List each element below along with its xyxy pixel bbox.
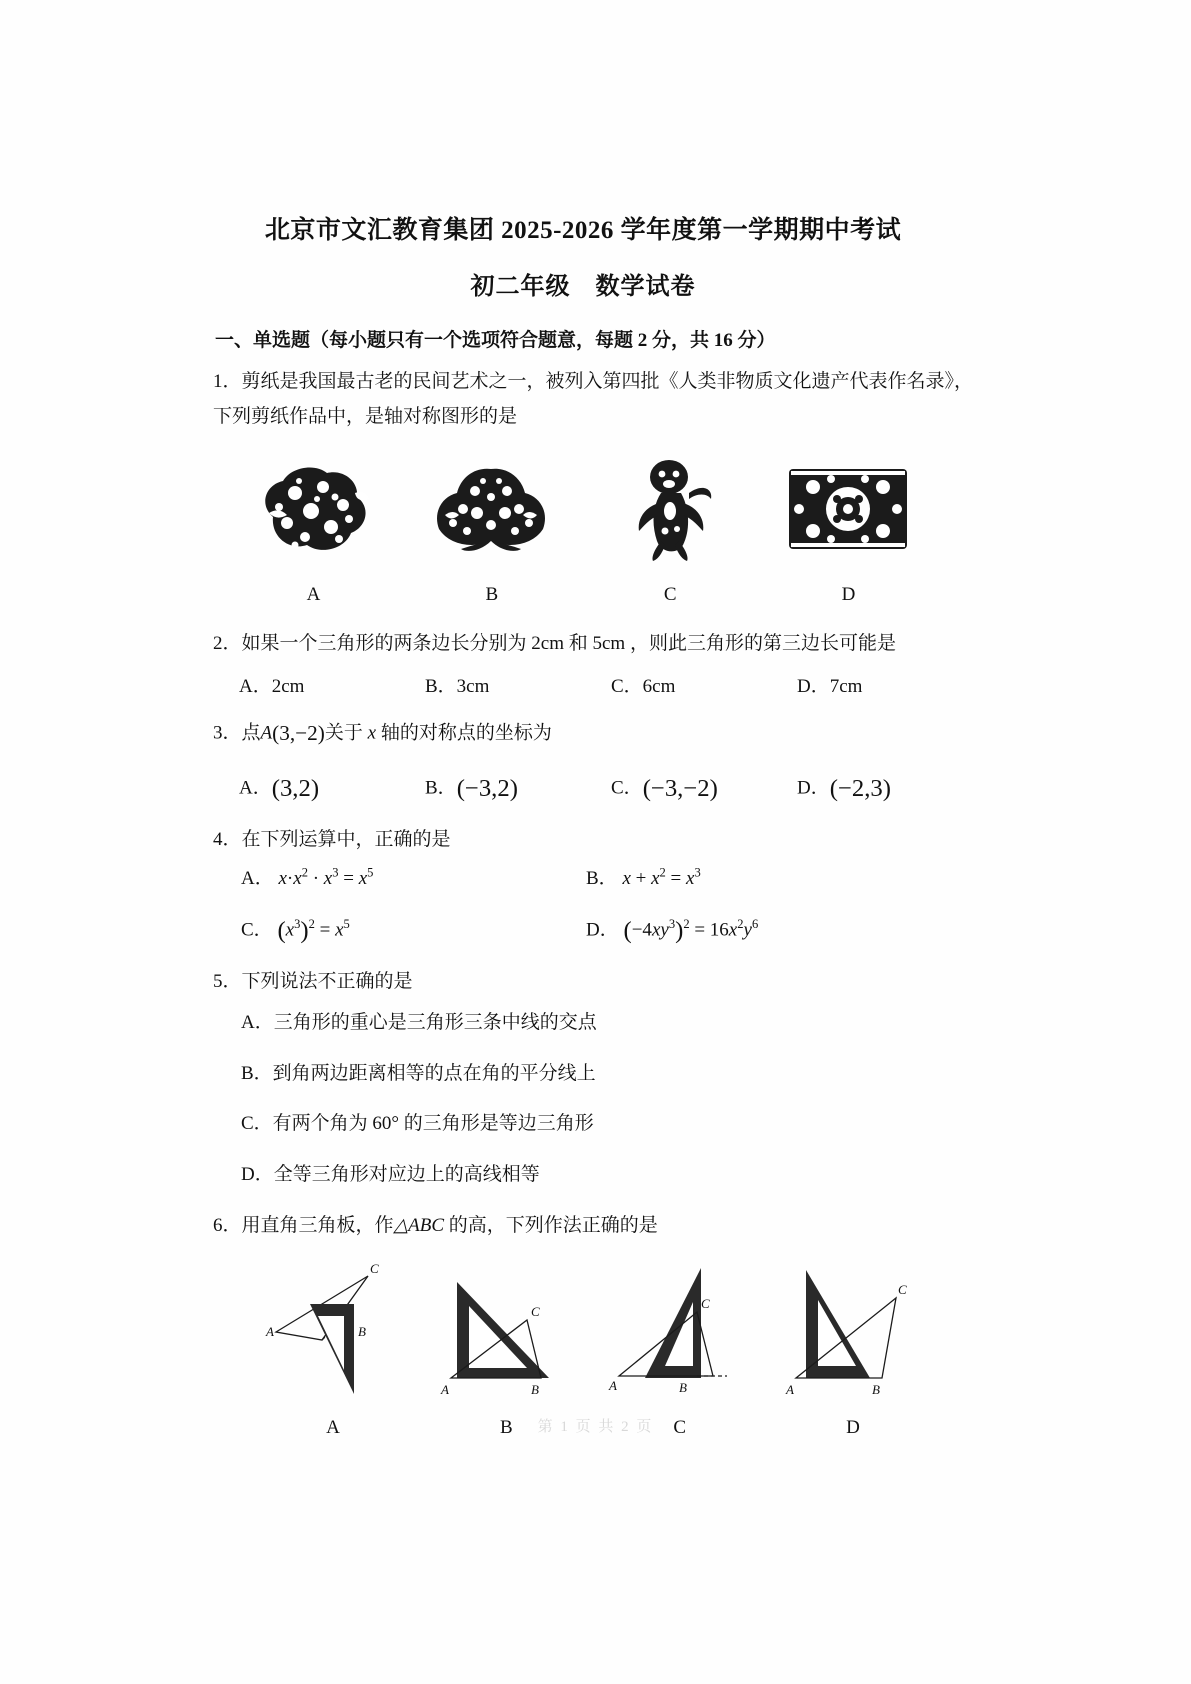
question-5-option-a[interactable]: A．三角形的重心是三角形三条中线的交点: [241, 1011, 597, 1033]
question-1-label-d: D: [841, 584, 856, 606]
question-3-option-d[interactable]: [797, 768, 891, 810]
question-6-label-d: D: [846, 1417, 860, 1439]
page-subtitle: 初二年级 数学试卷: [470, 274, 696, 300]
papercut-pattern-b-icon: [409, 447, 574, 565]
question-6: [213, 1210, 953, 1445]
question-3-option-c[interactable]: [611, 768, 797, 810]
question-3-option-a[interactable]: [239, 768, 425, 810]
svg-text:C: C: [700, 1296, 710, 1312]
question-6-stem: [213, 1210, 953, 1243]
question-3-letter-a: A．: [239, 777, 272, 799]
question-3-value-b: (−3,2): [456, 774, 518, 802]
question-1-option-c[interactable]: [588, 447, 753, 612]
question-1-label-b: B: [485, 584, 499, 606]
question-4-options-row-1: [241, 863, 953, 896]
svg-text:C: C: [370, 1261, 379, 1277]
svg-text:B: B: [531, 1382, 540, 1398]
question-3-number: 3．: [213, 723, 242, 745]
question-4-option-c[interactable]: C． $(x^3)^2 = x^5$: [241, 916, 350, 944]
question-3-text-mid: 关于: [324, 723, 363, 745]
question-2-number: 2．: [213, 633, 242, 655]
question-1-stem-line2: 下列剪纸作品中，是轴对称图形的是: [213, 405, 518, 427]
question-5-option-d[interactable]: D．全等三角形对应边上的高线相等: [241, 1163, 540, 1185]
question-2: [213, 628, 953, 703]
svg-text:B: B: [678, 1380, 687, 1396]
question-2-option-b[interactable]: B．3cm: [425, 675, 490, 697]
question-3-point-label: A: [260, 723, 273, 745]
question-3-option-b[interactable]: [425, 768, 611, 810]
svg-text:A: A: [608, 1378, 617, 1394]
exam-sheet: [213, 210, 974, 1451]
question-5: [213, 966, 953, 1191]
question-6-triangle-label: △ABC: [393, 1214, 445, 1236]
triangle-ruler-diagram-b-icon: [426, 1252, 586, 1402]
question-1-label-a: A: [306, 584, 321, 606]
question-1-text-line1: 剪纸是我国最古老的民间艺术之一，被列入第四批《人类非物质文化遗产代表作名录》，: [241, 371, 974, 392]
question-6-label-c: C: [673, 1417, 686, 1439]
question-4-option-a[interactable]: A． $x\cdot x^2 \cdot x^3 = x^5$: [241, 865, 374, 890]
question-2-text: 如果一个三角形的两条边长分别为 2cm 和 5cm ，则此三角形的第三边长可能是: [241, 633, 896, 655]
svg-text:A: A: [266, 1324, 274, 1340]
question-1-figure-row: [231, 447, 931, 612]
question-6-label-a: A: [326, 1417, 340, 1439]
svg-text:B: B: [871, 1382, 880, 1398]
question-3-point-coord: (3,−2): [272, 721, 325, 746]
question-3-value-c: (−3,−2): [642, 774, 718, 802]
question-4-options: [241, 863, 953, 952]
triangle-ruler-diagram-d-icon: [773, 1252, 933, 1402]
question-5-option-b[interactable]: B．到角两边距离相等的点在角的平分线上: [241, 1062, 596, 1084]
question-4: [213, 824, 953, 952]
question-3: [213, 715, 953, 810]
question-1-option-b[interactable]: [409, 447, 574, 612]
question-4-stem: [213, 824, 953, 857]
question-3-text-suffix: 轴的对称点的坐标为: [380, 723, 552, 745]
question-1-label-c: C: [663, 584, 677, 606]
question-5-number: 5．: [213, 971, 242, 993]
question-6-text-suffix: 的高，下列作法正确的是: [448, 1214, 658, 1236]
question-5-text: 下列说法不正确的是: [241, 971, 413, 993]
question-5-stem: [213, 966, 953, 999]
question-1: [213, 366, 974, 612]
question-2-option-c[interactable]: C．6cm: [611, 675, 676, 697]
question-5-option-c[interactable]: C．有两个角为 60° 的三角形是等边三角形: [241, 1113, 594, 1135]
papercut-monkey-icon: [588, 447, 753, 565]
svg-text:A: A: [441, 1382, 450, 1398]
question-3-stem: [213, 715, 953, 752]
svg-text:C: C: [897, 1282, 907, 1298]
question-6-text-prefix: 用直角三角板，作: [241, 1214, 394, 1236]
question-3-options: [239, 768, 953, 810]
question-3-value-a: (3,2): [271, 774, 320, 802]
section-heading: 一、单选题（每小题只有一个选项符合题意，每题 2 分，共 16 分）: [215, 330, 776, 351]
question-2-option-a[interactable]: A．2cm: [239, 675, 305, 697]
question-6-label-b: B: [499, 1417, 513, 1439]
question-4-options-row-2: [241, 910, 953, 952]
question-4-option-b[interactable]: B． $x + x^2 = x^3$: [586, 865, 701, 890]
page-title: 北京市文汇教育集团 2025-2026 学年度第一学期期中考试: [264, 217, 902, 244]
question-3-axis-var: x: [367, 723, 377, 745]
question-4-number: 4．: [213, 829, 242, 851]
question-5-options: [241, 1007, 953, 1192]
svg-text:C: C: [531, 1304, 540, 1320]
question-1-stem-line1: [213, 366, 974, 399]
question-3-value-d: (−2,3): [829, 774, 891, 802]
question-1-option-d[interactable]: [766, 447, 931, 612]
svg-text:A: A: [785, 1382, 794, 1398]
question-1-number: 1．: [213, 371, 242, 392]
question-2-options: [239, 671, 953, 704]
question-2-option-d[interactable]: D．7cm: [797, 675, 863, 697]
papercut-pattern-a-icon: [231, 447, 396, 565]
question-3-letter-b: B．: [425, 777, 457, 799]
question-1-option-a[interactable]: [231, 447, 396, 612]
triangle-ruler-diagram-c-icon: [600, 1252, 760, 1402]
question-3-text-prefix: 点: [241, 723, 261, 745]
question-3-letter-c: C．: [611, 777, 643, 799]
question-2-stem: [213, 628, 953, 661]
question-6-number: 6．: [213, 1214, 242, 1236]
triangle-ruler-diagram-a-icon: [253, 1252, 413, 1402]
page-footer: 第 1 页 共 2 页: [537, 1419, 654, 1435]
svg-text:B: B: [358, 1324, 366, 1340]
papercut-roundel-icon: [766, 447, 931, 565]
question-4-text: 在下列运算中，正确的是: [241, 829, 451, 851]
question-4-option-d[interactable]: D． $(-4xy^3)^2 = 16x^2y^6$: [586, 916, 759, 944]
question-3-letter-d: D．: [797, 777, 830, 799]
